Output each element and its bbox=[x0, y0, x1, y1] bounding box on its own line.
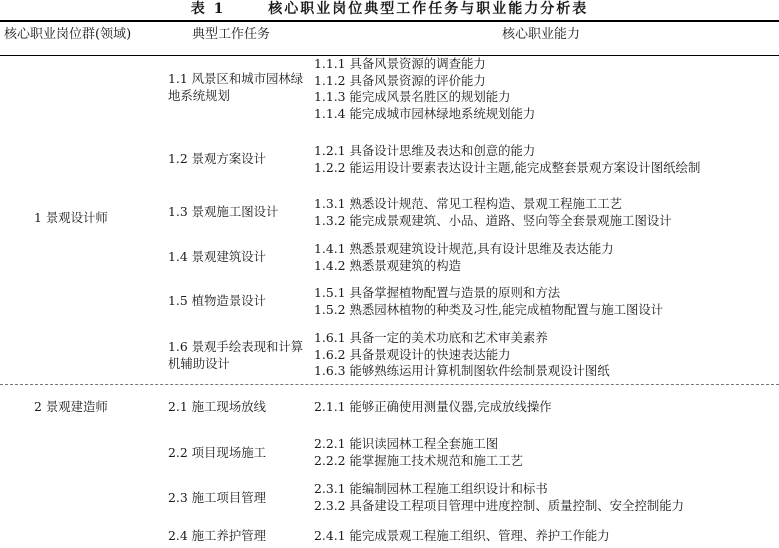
ability-line: 2.1.1 能够正确使用测量仪器,完成放线操作 bbox=[314, 399, 552, 414]
table-caption bbox=[0, 0, 779, 20]
ability-line: 1.4.1 熟悉景观建筑设计规范,具有设计思维及表达能力 bbox=[314, 241, 614, 256]
group-divider bbox=[0, 384, 779, 385]
ability-line: 2.3.2 具备建设工程项目管理中进度控制、质量控制、安全控制能力 bbox=[314, 497, 685, 513]
ability-cell bbox=[314, 143, 700, 176]
ability-line: 1.4.2 熟悉景观建筑的构造 bbox=[314, 257, 461, 273]
group-name: 1 景观设计师 bbox=[34, 210, 108, 225]
ability-line: 2.2.2 能掌握施工技术规范和施工工艺 bbox=[314, 452, 523, 468]
task-cell: 1.3 景观施工图设计 bbox=[168, 204, 279, 219]
task-cell: 2.1 施工现场放线 bbox=[168, 399, 266, 414]
ability-line: 2.4.1 能完成景观工程施工组织、管理、养护工作能力 bbox=[314, 528, 610, 543]
task-cell: 2.4 施工养护管理 bbox=[168, 528, 266, 543]
table-title: 核心职业岗位典型工作任务与职业能力分析表 bbox=[268, 1, 589, 17]
header-ability: 核心职业能力 bbox=[502, 27, 581, 42]
ability-line: 1.3.1 熟悉设计规范、常见工程构造、景观工程施工工艺 bbox=[314, 196, 623, 211]
ability-cell bbox=[314, 196, 672, 229]
top-rule bbox=[0, 20, 779, 22]
ability-cell bbox=[314, 285, 663, 318]
ability-line: 1.6.1 具备一定的美术功底和艺术审美素养 bbox=[314, 330, 548, 345]
ability-line: 1.5.2 熟悉园林植物的种类及习性,能完成植物配置与施工图设计 bbox=[314, 301, 664, 317]
ability-line: 1.3.2 能完成景观建筑、小品、道路、竖向等全套景观施工图设计 bbox=[314, 212, 672, 228]
task-cell: 1.2 景观方案设计 bbox=[168, 151, 266, 166]
ability-line: 1.1.3 能完成风景名胜区的规划能力 bbox=[314, 89, 511, 104]
ability-line: 1.1.1 具备风景资源的调查能力 bbox=[314, 56, 486, 71]
task-cell: 2.2 项目现场施工 bbox=[168, 445, 266, 460]
task-cell: 1.6 景观手绘表现和计算机辅助设计 bbox=[168, 339, 304, 371]
ability-line: 1.2.1 具备设计思维及表达和创意的能力 bbox=[314, 143, 536, 158]
ability-line: 2.2.1 能识读园林工程全套施工图 bbox=[314, 436, 499, 451]
ability-cell bbox=[314, 399, 552, 416]
ability-line: 1.1.2 具备风景资源的评价能力 bbox=[314, 72, 486, 88]
ability-line: 1.6.2 具备景观设计的快速表达能力 bbox=[314, 346, 511, 362]
ability-line: 1.1.4 能完成城市园林绿地系统规划能力 bbox=[314, 105, 536, 121]
ability-cell bbox=[314, 481, 684, 514]
ability-cell bbox=[314, 528, 610, 545]
task-cell: 1.1 风景区和城市园林绿地系统规划 bbox=[168, 71, 304, 103]
ability-cell bbox=[314, 436, 523, 469]
task-cell: 1.4 景观建筑设计 bbox=[168, 249, 266, 264]
task-cell: 2.3 施工项目管理 bbox=[168, 490, 266, 505]
ability-line: 1.2.2 能运用设计要素表达设计主题,能完成整套景观方案设计图纸绘制 bbox=[314, 159, 701, 175]
ability-line: 1.6.3 能够熟练运用计算机制图软件绘制景观设计图纸 bbox=[314, 363, 610, 378]
ability-cell bbox=[314, 241, 614, 274]
header-task: 典型工作任务 bbox=[192, 27, 271, 42]
ability-line: 1.5.1 具备掌握植物配置与造景的原则和方法 bbox=[314, 285, 561, 300]
ability-cell bbox=[314, 330, 610, 380]
ability-cell bbox=[314, 56, 535, 122]
table-number: 表 1 bbox=[190, 1, 226, 17]
task-cell: 1.5 植物造景设计 bbox=[168, 293, 266, 308]
ability-line: 2.3.1 能编制园林工程施工组织设计和标书 bbox=[314, 481, 548, 496]
group-name: 2 景观建造师 bbox=[34, 399, 108, 414]
header-group: 核心职业岗位群(领域) bbox=[4, 27, 132, 42]
